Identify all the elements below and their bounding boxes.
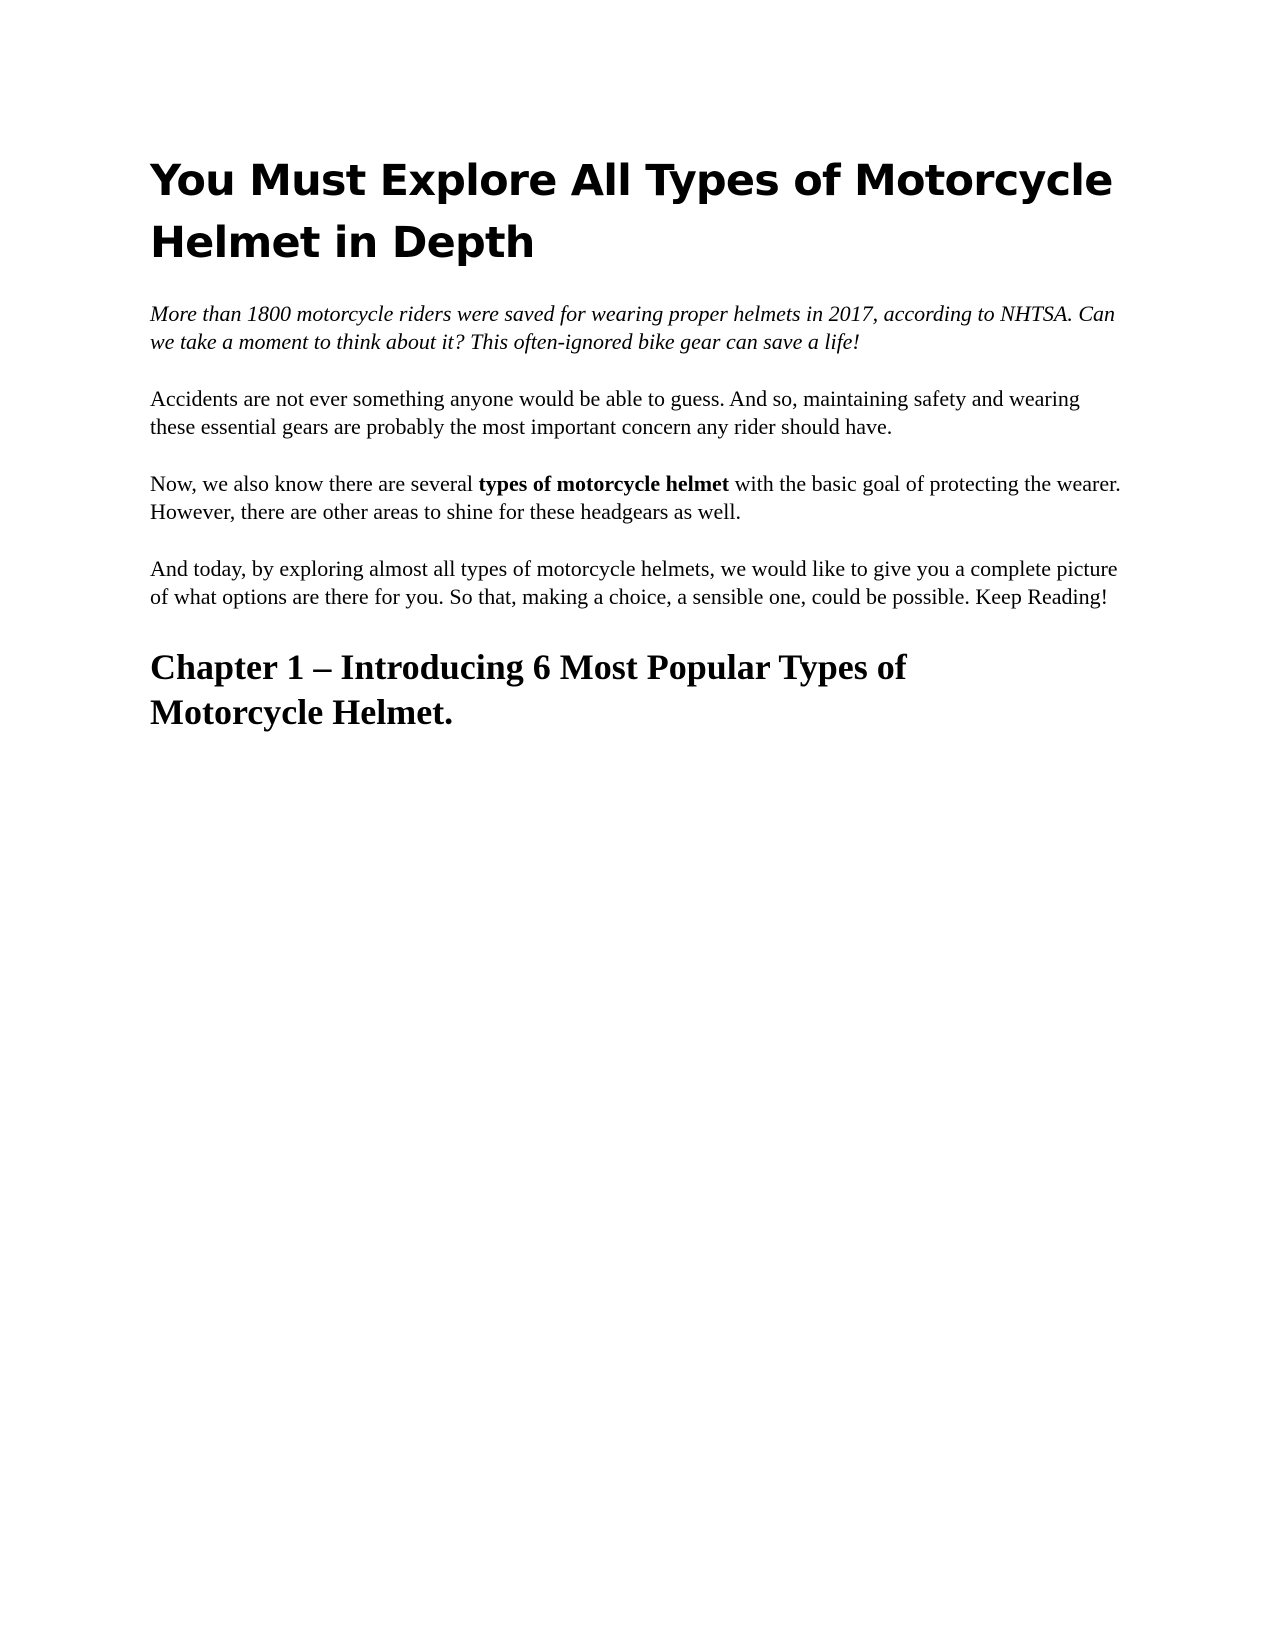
paragraph-2-text-before: Now, we also know there are several <box>150 471 479 496</box>
body-paragraph-1: Accidents are not ever something anyone would be able to guess. And so, maintaining safety and wearing these essential gears are probably the most important concern any rider should have. <box>150 386 1080 439</box>
document-title: You Must Explore All Types of Motorcycle Helmet in Depth <box>150 156 1113 268</box>
body-paragraph-2 <box>150 470 1130 526</box>
intro-paragraph: More than 1800 motorcycle riders were saved for wearing proper helmets in 2017, according to NHTSA. Can we take a moment to think about it? This often-ignored bike gear can save a life! <box>150 301 1116 354</box>
paragraph-2-bold-keyword: types of motorcycle helmet <box>478 471 730 496</box>
chapter-heading: Chapter 1 – Introducing 6 Most Popular Types of Motorcycle Helmet. <box>150 647 907 732</box>
page-content <box>150 150 1130 735</box>
paragraph-2-text-after: with the basic goal of protecting the wearer. However, there are other areas to shine for these headgears as well. <box>150 471 1121 524</box>
body-paragraph-3: And today, by exploring almost all types of motorcycle helmets, we would like to give you a complete picture of what options are there for you. So that, making a choice, a sensible one, could be possible. Keep Reading! <box>150 556 1118 609</box>
